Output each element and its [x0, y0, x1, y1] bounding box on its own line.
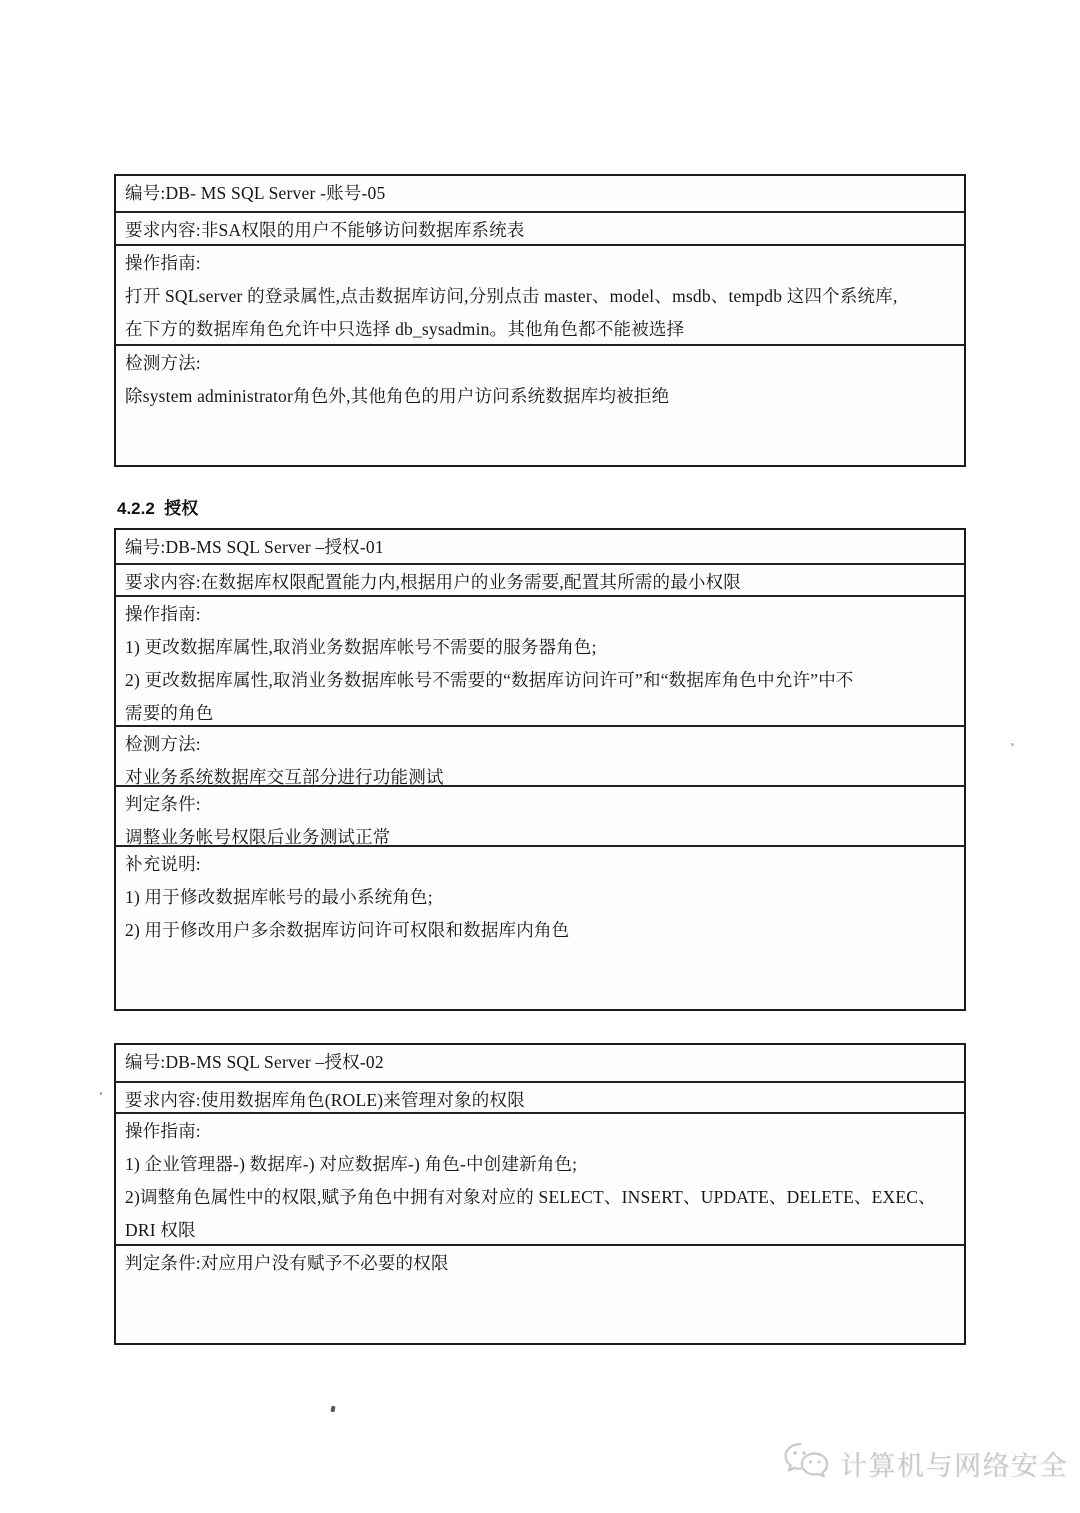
table-row [116, 344, 964, 465]
cell-line: 在下方的数据库角色允许中只选择 db_sysadmin。其他角色都不能被选择 [125, 319, 685, 339]
cell-line: 要求内容:使用数据库角色(ROLE)来管理对象的权限 [125, 1090, 525, 1110]
cell-line: 检测方法: [125, 353, 201, 373]
cell-line: 2) 更改数据库属性,取消业务数据库帐号不需要的“数据库访问许可”和“数据库角色中允许”中不 [125, 670, 854, 690]
section-heading: 4.2.2 授权 [117, 499, 199, 518]
scan-artifact [330, 1406, 335, 1413]
cell-line: 操作指南: [125, 1121, 201, 1141]
cell-line: 1) 更改数据库属性,取消业务数据库帐号不需要的服务器角色; [125, 637, 597, 657]
spec-table-auth-02 [114, 1043, 966, 1345]
table-row [116, 595, 964, 725]
cell-line: 编号:DB-MS SQL Server –授权-01 [125, 537, 384, 557]
cell-line: 补充说明: [125, 854, 201, 874]
cell-line: 操作指南: [125, 604, 201, 624]
table-row [116, 244, 964, 344]
cell-line: 检测方法: [125, 734, 201, 754]
table-row [116, 845, 964, 1009]
cell-line: 要求内容:在数据库权限配置能力内,根据用户的业务需要,配置其所需的最小权限 [125, 572, 742, 592]
cell-line: DRI 权限 [125, 1220, 196, 1240]
table-row [116, 1112, 964, 1244]
cell-line: 对业务系统数据库交互部分进行功能测试 [125, 767, 444, 785]
table-row [116, 176, 964, 211]
cell-line: 要求内容:非SA权限的用户不能够访问数据库系统表 [125, 220, 525, 240]
spec-table-account-05 [114, 174, 966, 467]
scan-artifact [1011, 743, 1014, 746]
spec-table-auth-01 [114, 528, 966, 1011]
cell-line: 操作指南: [125, 253, 201, 273]
table-row [116, 1244, 964, 1343]
cell-line: 打开 SQLserver 的登录属性,点击数据库访问,分别点击 master、model、msdb、tempdb 这四个系统库, [125, 286, 898, 306]
wechat-icon [782, 1441, 832, 1486]
cell-line: 编号:DB- MS SQL Server -账号-05 [125, 183, 386, 203]
table-row [116, 563, 964, 595]
table-row [116, 785, 964, 845]
watermark-brand-text: 计算机与网络安全 [840, 1450, 1068, 1481]
cell-line: 2)调整角色属性中的权限,赋予角色中拥有对象对应的 SELECT、INSERT、UPDATE、DELETE、EXEC、 [125, 1187, 936, 1207]
cell-line: 判定条件:对应用户没有赋予不必要的权限 [125, 1253, 449, 1273]
cell-line: 编号:DB-MS SQL Server –授权-02 [125, 1052, 384, 1072]
cell-line: 1) 用于修改数据库帐号的最小系统角色; [125, 887, 433, 907]
cell-line: 调整业务帐号权限后业务测试正常 [125, 827, 391, 845]
cell-line: 除system administrator角色外,其他角色的用户访问系统数据库均被拒绝 [125, 386, 670, 406]
watermark-footer [782, 1442, 1068, 1484]
scan-artifact [100, 1092, 102, 1095]
table-row [116, 725, 964, 785]
table-row [116, 1081, 964, 1112]
table-row [116, 211, 964, 244]
table-row [116, 1045, 964, 1081]
cell-line: 2) 用于修改用户多余数据库访问许可权限和数据库内角色 [125, 920, 570, 940]
table-row [116, 530, 964, 563]
cell-line: 需要的角色 [125, 703, 214, 723]
cell-line: 1) 企业管理器-) 数据库-) 对应数据库-) 角色-中创建新角色; [125, 1154, 578, 1174]
cell-line: 判定条件: [125, 794, 201, 814]
